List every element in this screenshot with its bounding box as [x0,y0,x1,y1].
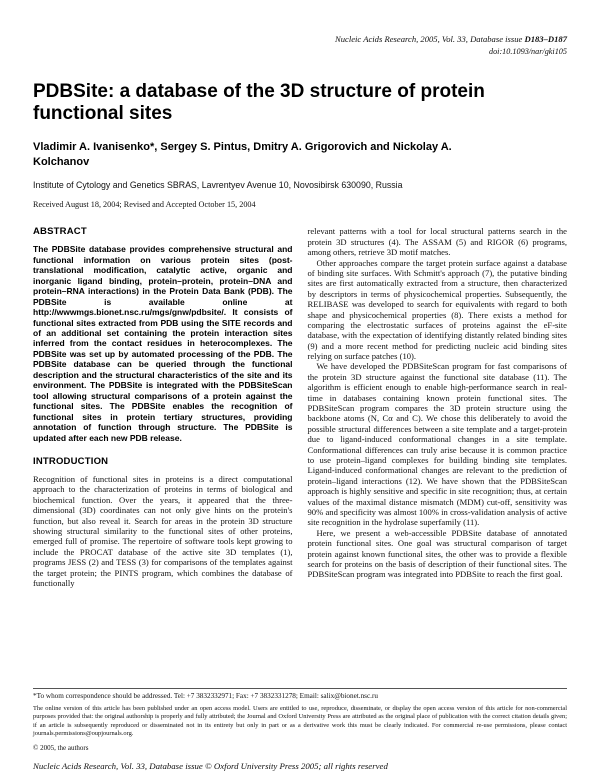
body-paragraph: Here, we present a web-accessible PDBSite database of annotated protein functional sites. One goal was structural comparison of target protein against known functional sites, the other was to provide a flexible search for proteins on the basis of description of their functional sites. The PDBSiteScan program was integrated into PDBSite to reach the first goal. [307,527,567,580]
abstract-heading: ABSTRACT [33,226,87,238]
page-range: D183–D187 [524,34,567,44]
journal-footer-line: Nucleic Acids Research, Vol. 33, Database issue © Oxford University Press 2005; all rights reserved [33,761,388,771]
paper-title: PDBSite: a database of the 3D structure of protein functional sites [33,80,485,124]
left-column [33,226,293,694]
body-paragraph: relevant patterns with a tool for local structural patterns search in the protein 3D structures (4). The ASSAM (5) and RIGOR (6) programs, among others, retrieve 3D motif matches. [307,226,567,258]
journal-name-issue: Nucleic Acids Research, 2005, Vol. 33, Database issue [334,34,525,44]
journal-header [33,34,567,57]
introduction-paragraph: Recognition of functional sites in proteins is a direct computational approach to the characterization of proteins in terms of biological and biochemical function. Over the years, it appeared that the three-dimensional (3D) coordinates can not only give hints on the protein's function, but also reveal it. Search for areas in the protein 3D structure showing structural similarity to the functional sites of other proteins, emerged full of promise. The repertoire of software tools kept growing to include the PROCAT database of the active site 3D templates (1), programs JESS (2) and TESS (3) for comparisons of the templates against the target protein; the PINTS program, which combines the database of functionally [33,474,293,588]
bottom-matter [33,688,567,771]
journal-citation-line [33,34,567,46]
received-dates: Received August 18, 2004; Revised and Accepted October 15, 2004 [33,200,256,210]
right-column [308,226,568,694]
open-access-notice: The online version of this article has been published under an open access model. Users are entitled to use, reproduce, disseminate, or display the open access version of this article for non-commercial purposes provided that: the original authorship is properly and fully attributed; the Journal and Oxford University Press are attributed as the original place of publication with the correct citation details given; if an article is subsequently reproduced or disseminated not in its entirety but only in part or as a derivative work this must be clearly indicated. For commercial re-use permissions, please contact journals.permissions@oupjournals.org. [33,705,567,737]
introduction-heading: INTRODUCTION [33,456,109,468]
authors-line: Vladimir A. Ivanisenko*, Sergey S. Pintus, Dmitry A. Grigorovich and Nickolay A. Kolchanov [33,140,452,168]
copyright-line: © 2005, the authors [33,744,89,752]
two-column-body [33,226,567,694]
body-paragraph: We have developed the PDBSiteScan program for fast comparisons of the protein 3D structure against the functional site database (11). The algorithm is efficient enough to enable high-performance search in real-time in databases containing known protein functional sites. The PDBSiteScan program compares the 3D protein structure using the backbone atoms (N, Cα and C). We chose this deliberately to avoid the possible structural differences between a site template and a target-protein due to ligand-induced conformational changes in a site template. Conformational differences can truly arise because it is common practice to use protein–ligand complexes for building binding site templates. Ligand-induced conformational changes are relevant to the prediction of protein–ligand interactions (12). We have shown that the PDBSiteScan approach is highly sensitive and specific in site recognition; thus, at certain values of the maximal distance mismatch (MDM) cut-off, sensitivity was 90% and specificity was almost 100% in cross-validation analysis of active site recognition in the hydrolase superfamily (11). [307,361,567,528]
doi-line: doi:10.1093/nar/gki105 [488,46,567,56]
body-paragraph: Other approaches compare the target protein surface against a database of binding site surfaces. With Schmitt's approach (7), the putative binding sites are first automatically extracted from a structure, then characterized by descriptors in terms of physicochemical properties. Subsequently, the RELIBASE was developed to search for equivalents with regard to both shape and physicochemical properties (8). There exists a method for comparing the electrostatic surfaces of proteins against the eF-site database, with the expectation of identifying distantly related binding sites (9) and a more recent method for predicting nucleic acid binding sites relying on surface patches (10). [307,257,567,362]
abstract-text: The PDBSite database provides comprehensive structural and functional information on various protein sites (post-translational modification, catalytic active, organic and inorganic ligand binding, protein–protein, protein–DNA and protein–RNA interactions) in the Protein Data Bank (PDB). The PDBSite is available online at http://wwwmgs.bionet.nsc.ru/mgs/gnw/pdbsite/. It consists of functional sites extracted from PDB using the SITE records and of an additional set containing the protein interaction sites inferred from the contact residues in heterocomplexes. The PDBSite was set up by automated processing of the PDB. The PDBSite database can be queried through the functional description and the structural characteristics of the site and its environment. The PDBSite is integrated with the PDBSiteScan tool allowing structural comparisons of a protein against the functional sites. The PDBSite enables the recognition of functional sites in protein tertiary structures, providing annotation of function through structure. The PDBSite is updated after each new PDB release. [33,244,293,443]
affiliation-line: Institute of Cytology and Genetics SBRAS, Lavrentyev Avenue 10, Novosibirsk 630090, Russia [33,180,403,191]
correspondence-footnote: *To whom correspondence should be addressed. Tel: +7 3832332971; Fax: +7 3832331278; Email: salix@bionet.nsc.ru [33,688,567,701]
